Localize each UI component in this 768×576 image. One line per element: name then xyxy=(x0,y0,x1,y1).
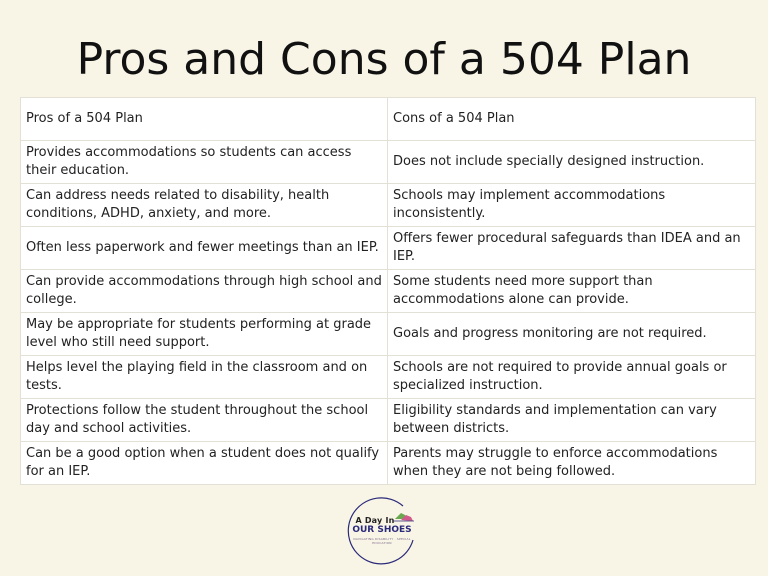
brand-logo xyxy=(345,494,419,568)
con-cell: Some students need more support than accommodations alone can provide. xyxy=(388,270,756,313)
pro-cell: Can be a good option when a student does not qualify for an IEP. xyxy=(21,442,388,485)
con-cell: Offers fewer procedural safeguards than IDEA and an IEP. xyxy=(388,227,756,270)
con-cell: Does not include specially designed instruction. xyxy=(388,141,756,184)
pro-cell: Often less paperwork and fewer meetings than an IEP. xyxy=(21,227,388,270)
table-row xyxy=(21,313,756,356)
con-cell: Schools are not required to provide annual goals or specialized instruction. xyxy=(388,356,756,399)
page-title: Pros and Cons of a 504 Plan xyxy=(76,34,692,85)
pros-header: Pros of a 504 Plan xyxy=(21,98,388,141)
table-row xyxy=(21,356,756,399)
table-row xyxy=(21,442,756,485)
logo-line-1: A Day In xyxy=(355,516,395,525)
table-row xyxy=(21,141,756,184)
pro-cell: Can provide accommodations through high school and college. xyxy=(21,270,388,313)
cons-header: Cons of a 504 Plan xyxy=(388,98,756,141)
logo-line-2: OUR SHOES xyxy=(352,525,412,535)
pro-cell: May be appropriate for students performing at grade level who still need support. xyxy=(21,313,388,356)
pro-cell: Helps level the playing field in the classroom and on tests. xyxy=(21,356,388,399)
pro-cell: Provides accommodations so students can access their education. xyxy=(21,141,388,184)
pros-cons-table xyxy=(20,97,756,485)
con-cell: Schools may implement accommodations inconsistently. xyxy=(388,184,756,227)
pro-cell: Can address needs related to disability, health conditions, ADHD, anxiety, and more. xyxy=(21,184,388,227)
table-row xyxy=(21,270,756,313)
con-cell: Parents may struggle to enforce accommodations when they are not being followed. xyxy=(388,442,756,485)
table-row xyxy=(21,184,756,227)
con-cell: Goals and progress monitoring are not required. xyxy=(388,313,756,356)
pro-cell: Protections follow the student throughout the school day and school activities. xyxy=(21,399,388,442)
table-row xyxy=(21,399,756,442)
table-header-row xyxy=(21,98,756,141)
logo-tagline: NAVIGATING DISABILITY · SPECIAL EDUCATION xyxy=(353,537,411,545)
con-cell: Eligibility standards and implementation can vary between districts. xyxy=(388,399,756,442)
table-row xyxy=(21,227,756,270)
